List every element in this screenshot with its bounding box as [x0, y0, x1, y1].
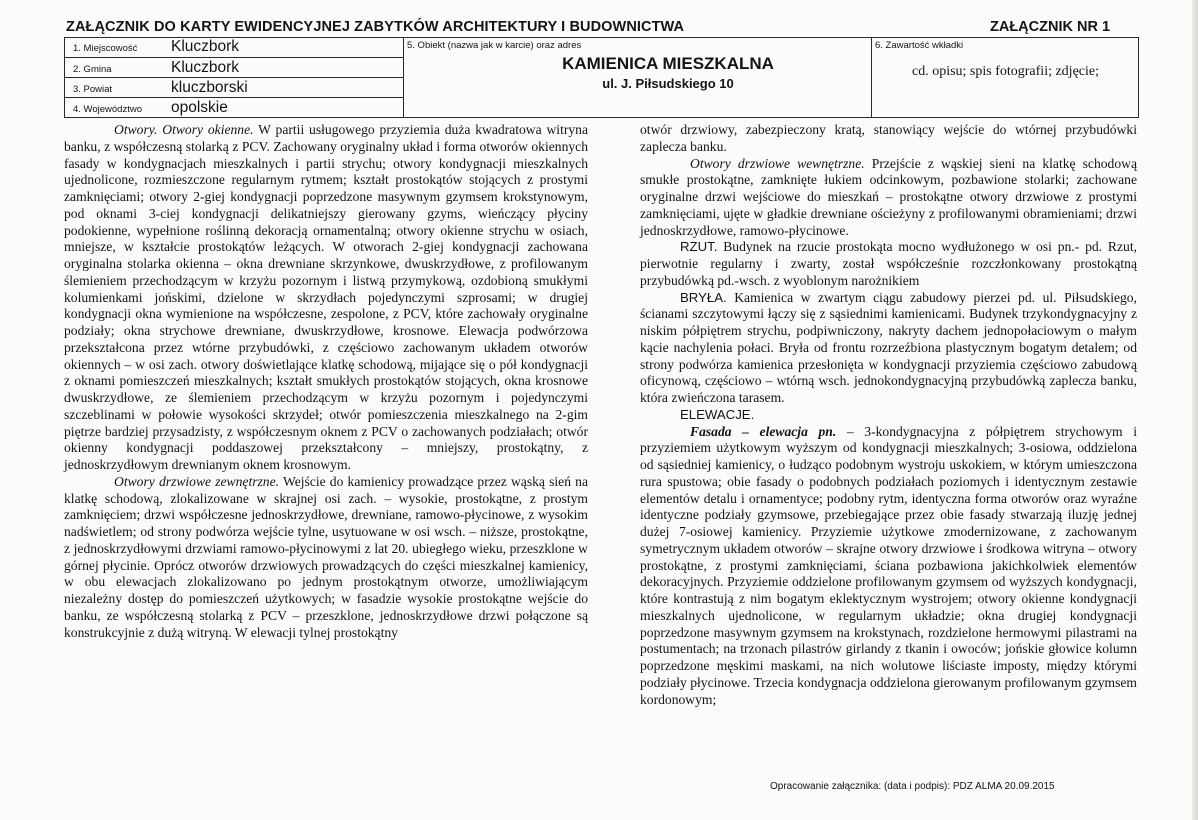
right-column [640, 122, 1137, 708]
paragraph-continuation [640, 122, 1137, 156]
text-drzwi-wewnetrzne: Przejście z wąskiej sieni na klatkę schodową smukłe prostokątne, zamknięte łukiem odcinkowym, pozbawione stolarki; zachowane oryginalne drzwi wejściowe do mieszkań – prostokątne otwory drzwiowe z prostymi zamknięciami, ujęte w gładkie drewniane ościeżyny z profilowanymi obramieniami; drzwi jednoskrzydłowe, ramowo-płycinowe. [640, 155, 1137, 238]
section-heading-rzut: RZUT. [680, 239, 718, 255]
page-edge [1192, 0, 1198, 820]
paragraph-drzwi-zewnetrzne [64, 474, 588, 642]
object-address: ul. J. Piłsudskiego 10 [602, 76, 734, 91]
contents-value: cd. opisu; spis fotografii; zdjęcie; [911, 64, 1099, 79]
section-heading-elewacje: ELEWACJE. [680, 406, 755, 422]
object-name: KAMIENICA MIESZKALNA [562, 54, 774, 73]
text-continuation: otwór drzwiowy, zabezpieczony kratą, stanowiący wejście do wtórnej przybudówki zaplecza banku. [640, 122, 1137, 154]
field-value-powiat: kluczborski [171, 79, 248, 96]
left-column [64, 122, 588, 641]
section-heading-otwory: Otwory. [114, 122, 158, 137]
row-divider [65, 77, 403, 78]
paragraph-bryla [640, 290, 1137, 407]
subheading-drzwi-wewnetrzne: Otwory drzwiowe wewnętrzne. [690, 155, 865, 171]
attachment-number: ZAŁĄCZNIK NR 1 [990, 19, 1111, 35]
subheading-drzwi-zewnetrzne: Otwory drzwiowe zewnętrzne. [114, 473, 280, 489]
header-table [64, 37, 1139, 118]
paragraph-drzwi-wewnetrzne [640, 156, 1137, 240]
paragraph-otwory-okienne [64, 122, 588, 474]
attachment-title: ZAŁĄCZNIK DO KARTY EWIDENCYJNEJ ZABYTKÓW ARCHITEKTURY I BUDOWNICTWA [66, 19, 685, 35]
row-divider [65, 97, 403, 98]
field-value-wojewodztwo: opolskie [171, 99, 228, 116]
field-value-gmina: Kluczbork [171, 59, 240, 76]
text-rzut: Budynek na rzucie prostokąta mocno wydłużonego w osi pn.- pd. Rzut, pierwotnie regularny i zwarty, został współcześnie rozczłonkowany prostokątną przybudówką pd.-wsch. z wyoblonym narożnikiem [640, 239, 1137, 288]
section-heading-bryla: BRYŁA. [680, 289, 727, 305]
field-label-wojewodztwo: 4. Województwo [73, 104, 142, 115]
paragraph-rzut [640, 239, 1137, 289]
text-drzwi-zewnetrzne: Wejście do kamienicy prowadzące przez wąską sień na klatkę schodową, zlokalizowane w skrajnej osi zach. – wysokie, prostokątne, z prostym zamknięciem; drzwi współczesne jednoskrzydłowe, drewniane, ramowo-płycinowe, z wysokim nadświetlem; od strony podwórza wejście tylne, usytuowane w osi wsch. – niższe, prostokątne, z jednoskrzydłowymi drzwiami ramowo-płycinowymi z lat 20. ubiegłego wieku, przeszklone w górnej płycinie. Oprócz otworów drzwiowych prowadzących do części mieszkalnej kamienicy, w obu elewacjach zlokalizowano po jednym prostokątnym otworze, umożliwiającym niezależny dostęp do pomieszczeń użytkowych; w fasadzie wysokie prostokątne wejście do banku, ze współczesną stolarką z PCV – przeszklone, jednoskrzydłowe drzwi połączone są konstrukcyjnie z dużą witryną. W elewacji tylnej prostokątny [64, 473, 588, 640]
paragraph-elewacje [640, 407, 1137, 424]
footer-signature: Opracowanie załącznika: (data i podpis): PDZ ALMA 20.09.2015 [770, 781, 1055, 792]
field-value-miejscowosc: Kluczbork [171, 38, 240, 55]
field-label-gmina: 2. Gmina [73, 64, 112, 75]
subheading-fasada: Fasada – elewacja pn. [690, 423, 837, 439]
text-otwory-okienne: W partii usługowego przyziemia duża kwadratowa witryna banku, z współczesną stolarką z PCV. Zachowany oryginalny układ i forma otworów okiennych fasady w kondygnacjach mieszkalnych i partii strychu; otwory kondygnacji mieszkalnych ujednolicone, rozmieszczone regularnym rytmem; kształt prostokątów stojących z prostymi zamknięciami; otwory 2-giej kondygnacji poprzedzone masywnym gzymsem krokstynowym, pod oknami 3-ciej kondygnacji delikatniejszy gierowany gzyms, wieńczący płyciny podokienne, wypełnione roślinną dekoracją ornamentalną; otwory okienne strychu w osiach, mniejsze, w kształcie prostokątów leżących. W otworach 2-giej kondygnacji zachowana oryginalna stolarka okienna – okna drewniane skrzynkowe, dwuskrzydłowe, z profilowanym ślemieniem przechodzącym w krzyżu pozornym i listwą przymykową, ozdobioną smukłymi kolumienkami jońskimi, dzielone w skrzydłach pojedynczymi szprosami; w drugiej kondygnacji okna wymienione na współczesne, zespolone, z PCV, które zachowały oryginalne podziały; okna strychowe drewniane, dwuskrzydłowe, krosnowe. Elewacja podwórzowa przekształcona przez wtórne przybudówki, z częściowo zachowanym układem otworów okiennych – w osi zach. otwory doświetlające klatkę schodową, mijające się o pół kondygnacji z oknami pomieszczeń mieszkalnych; kształt smukłych prostokątów stojących, okna krosnowe dwuskrzydłowe, ze ślemieniem przechodzącym w krzyżu pozornym i pojedynczymi szczeblinami w połowie wysokości skrzydeł; otwór pomieszczenia mieszkalnego na 2-gim piętrze bardziej przysadzisty, z współczesnym oknem z PCV o zachowanych podziałach; otwór okienny kondygnacji poddaszowej przekształcony – mniejszy, prostokątny, z jednoskrzydłowym drewnianym oknem krosnowym. [64, 122, 589, 472]
field-label-miejscowosc: 1. Miejscowość [73, 43, 138, 54]
object-label: 5. Obiekt (nazwa jak w karcie) oraz adres [407, 40, 582, 51]
field-label-powiat: 3. Powiat [73, 84, 113, 95]
text-fasada: – 3-kondygnacyjna z półpiętrem strychowym i przyziemiem użytkowym wyższym od kondygnacji mieszkalnych; 3-osiowa, oddzielona od sąsiedniej kamienicy, o łudząco podobnym wystroju uskokiem, w którym umieszczona rura spustowa; obie fasady o podobnych podziałach poziomych i identycznym zestawie elementów detalu i ornamentyce; podobny rytm, identyczna forma otworów oraz wyraźne identyczne podziały gzymsowe, przebiegające przez obie fasady stwarzają iluzję jednej dużej 7-osiowej kamienicy. Przyziemie użytkowe zmodernizowane, z zachowanym symetrycznym układem otworów – skrajne otwory drzwiowe i środkowa witryna – otwory prostokątne, z prostymi zamknięciami, ściana pozbawiona jakichkolwiek elementów dekoracyjnych. Przyziemie oddzielone profilowanym gzymsem od wyższych kondygnacji, które kontrastują z nim bogatym eklektycznym wystrojem; otwory okienne kondygnacji mieszkalnych ujednolicone, w regularnym układzie; okna drugiej kondygnacji poprzedzone masywnym gzymsem na krokstynach, rozdzielone hermowymi pilastrami na postumentach; na trzonach pilastrów girlandy z tkanin i owoców; jońskie głowice kolumn poprzedzone męskimi maskami, na nich wolutowe liściaste imposty, między którymi podziały płycinowe. Trzecia kondygnacja oddzielona gierowanym profilowanym gzymsem kordonowym; [640, 423, 1138, 707]
paragraph-fasada [640, 424, 1137, 709]
subheading-otwory-okienne: Otwory okienne. [162, 122, 254, 137]
contents-label: 6. Zawartość wkładki [875, 40, 964, 51]
text-bryla: Kamienica w zwartym ciągu zabudowy pierzei pd. ul. Piłsudskiego, ścianami szczytowymi łączy się z sąsiednimi kamienicami. Budynek trzykondygnacyjny z niskim półpiętrem strychu, podpiwniczony, nakryty dachem jednopołaciowym o małym kącie nachylenia połaci. Bryła od frontu rozrzeźbiona plastycznym bogatym detalem; od strony podwórza kamienica przesłonięta w kondygnacji przyziemia częściowo zabudową oficynową, częściowo – wtórną wsch. jednokondygnacyjną przybudówką zaplecza banku, która zwieńczona tarasem. [640, 289, 1138, 405]
row-divider [65, 57, 403, 58]
